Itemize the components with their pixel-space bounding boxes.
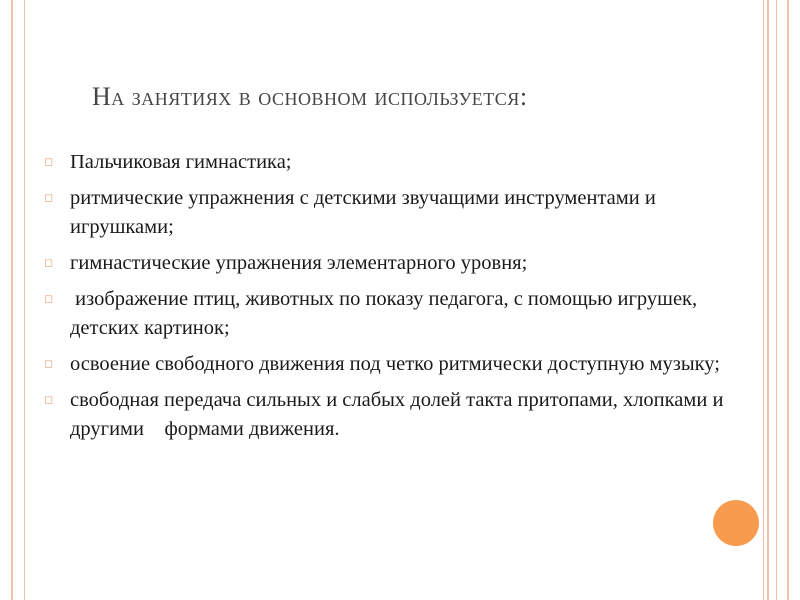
- list-item: [38, 249, 738, 278]
- bullet-icon: ◻: [44, 156, 54, 168]
- list-item-text: освоение свободного движения под четко ритмически доступную музыку;: [70, 353, 720, 375]
- list-item-text: свободная передача сильных и слабых долей такта притопами, хлопками и другими формами движения.: [70, 389, 729, 440]
- list-item-text: изображение птиц, животных по показу педагога, с помощью игрушек, детских картинок;: [70, 288, 703, 339]
- list-item: [38, 386, 738, 444]
- right-border-line: [763, 0, 764, 600]
- list-item: [38, 350, 738, 379]
- bullet-icon: ◻: [44, 293, 54, 305]
- list-item: [38, 184, 738, 242]
- list-item-text: Пальчиковая гимнастика;: [70, 151, 292, 173]
- bullet-icon: ◻: [44, 192, 54, 204]
- accent-circle: [713, 500, 759, 546]
- bullet-icon: ◻: [44, 394, 54, 406]
- left-border-line: [24, 0, 25, 600]
- list-item-text: ритмические упражнения с детскими звучащими инструментами и игрушками;: [70, 187, 656, 238]
- right-border-line: [767, 0, 769, 600]
- left-border-line: [11, 0, 13, 600]
- list-item-text: гимнастические упражнения элементарного уровня;: [70, 252, 528, 274]
- bullet-icon: ◻: [44, 358, 54, 370]
- right-border-line: [787, 0, 789, 600]
- list-item: [38, 148, 738, 177]
- list-item: [38, 285, 738, 343]
- slide-title: На занятиях в основном используется:: [92, 82, 528, 111]
- bullet-list: [38, 148, 738, 451]
- right-border-line: [776, 0, 777, 600]
- bullet-icon: ◻: [44, 257, 54, 269]
